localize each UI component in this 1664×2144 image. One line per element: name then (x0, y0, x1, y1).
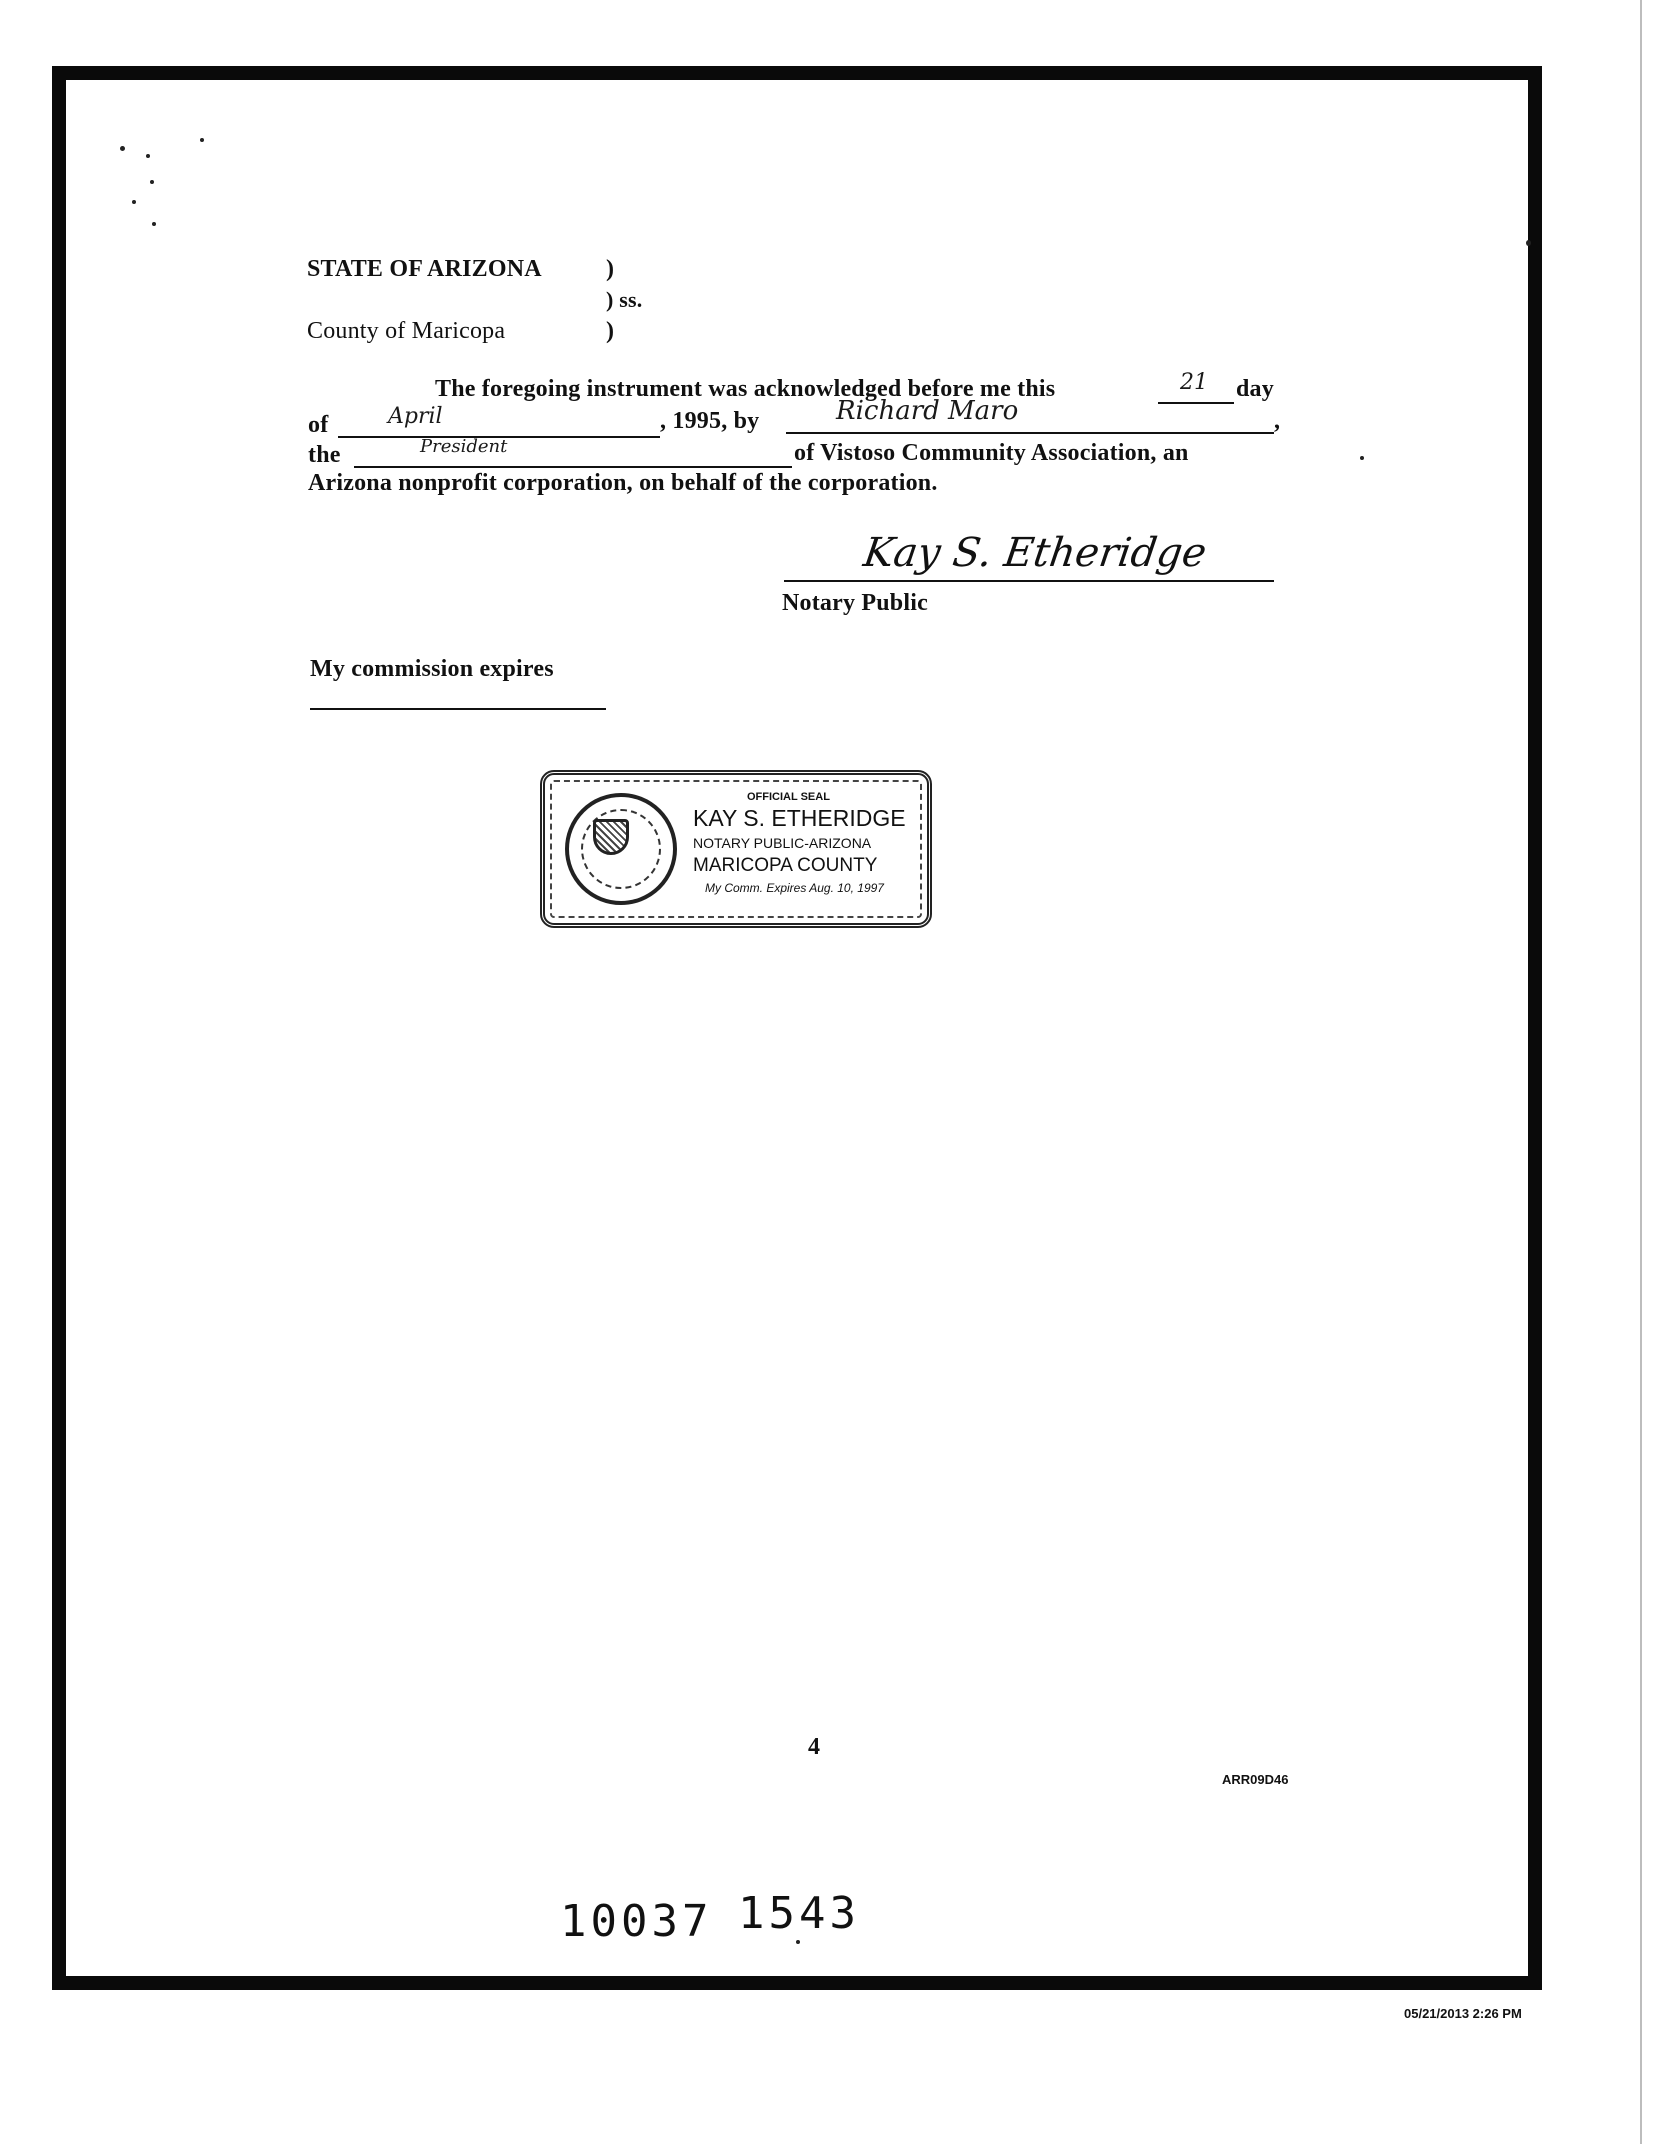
noise-speck (796, 1940, 800, 1944)
seal-expiration: My Comm. Expires Aug. 10, 1997 (705, 881, 884, 895)
noise-speck (120, 146, 125, 151)
name-value: Richard Maro (836, 396, 1019, 426)
ss-marker: ) ss. (606, 287, 643, 312)
state-heading: STATE OF ARIZONA (307, 256, 542, 282)
fax-page-frame (52, 66, 1542, 1990)
document-code: ARR09D46 (1222, 1772, 1289, 1787)
title-value: President (420, 436, 508, 457)
day-blank (1158, 402, 1234, 404)
noise-speck (1360, 456, 1364, 460)
paren-bracket: ) (606, 318, 615, 344)
noise-speck (200, 138, 204, 142)
recording-book-number: 10037 (560, 1896, 713, 1947)
of-label: of (308, 412, 329, 438)
commission-blank (310, 708, 606, 710)
seal-notary-name: KAY S. ETHERIDGE (693, 805, 906, 831)
margin-rule (1640, 0, 1642, 2144)
title-blank (354, 466, 792, 468)
seal-notary-state: NOTARY PUBLIC-ARIZONA (693, 835, 872, 851)
month-value: April (388, 404, 443, 429)
name-blank (786, 432, 1274, 434)
county-heading: County of Maricopa (307, 318, 506, 344)
page-number: 4 (808, 1734, 821, 1760)
comma: , (1274, 408, 1281, 434)
corporation-text: Arizona nonprofit corporation, on behalf of the corporation. (308, 470, 938, 496)
day-value: 21 (1180, 370, 1208, 395)
seal-shield-icon (593, 819, 629, 855)
state-seal-emblem (565, 793, 677, 905)
noise-speck (146, 154, 150, 158)
noise-speck (150, 180, 154, 184)
signature-line (784, 580, 1274, 582)
recording-page-number: 1543 (738, 1888, 860, 1939)
acknowledgment-text: The foregoing instrument was acknowledged before me this (435, 376, 1056, 402)
noise-speck (1526, 240, 1531, 246)
day-label: day (1236, 376, 1274, 402)
seal-official-label: OFFICIAL SEAL (747, 791, 830, 803)
fax-timestamp: 05/21/2013 2:26 PM (1404, 2006, 1522, 2021)
seal-county: MARICOPA COUNTY (693, 855, 878, 876)
year-by-text: , 1995, by (660, 408, 760, 434)
noise-speck (132, 200, 136, 204)
commission-label: My commission expires (310, 656, 554, 682)
notary-signature: Kay S. Etheridge (860, 530, 1210, 576)
paren-bracket: ) (606, 256, 615, 282)
notary-public-label: Notary Public (782, 590, 928, 616)
association-text: of Vistoso Community Association, an (794, 440, 1189, 466)
noise-speck (152, 222, 156, 226)
notary-seal (540, 770, 932, 928)
the-label: the (308, 442, 341, 468)
